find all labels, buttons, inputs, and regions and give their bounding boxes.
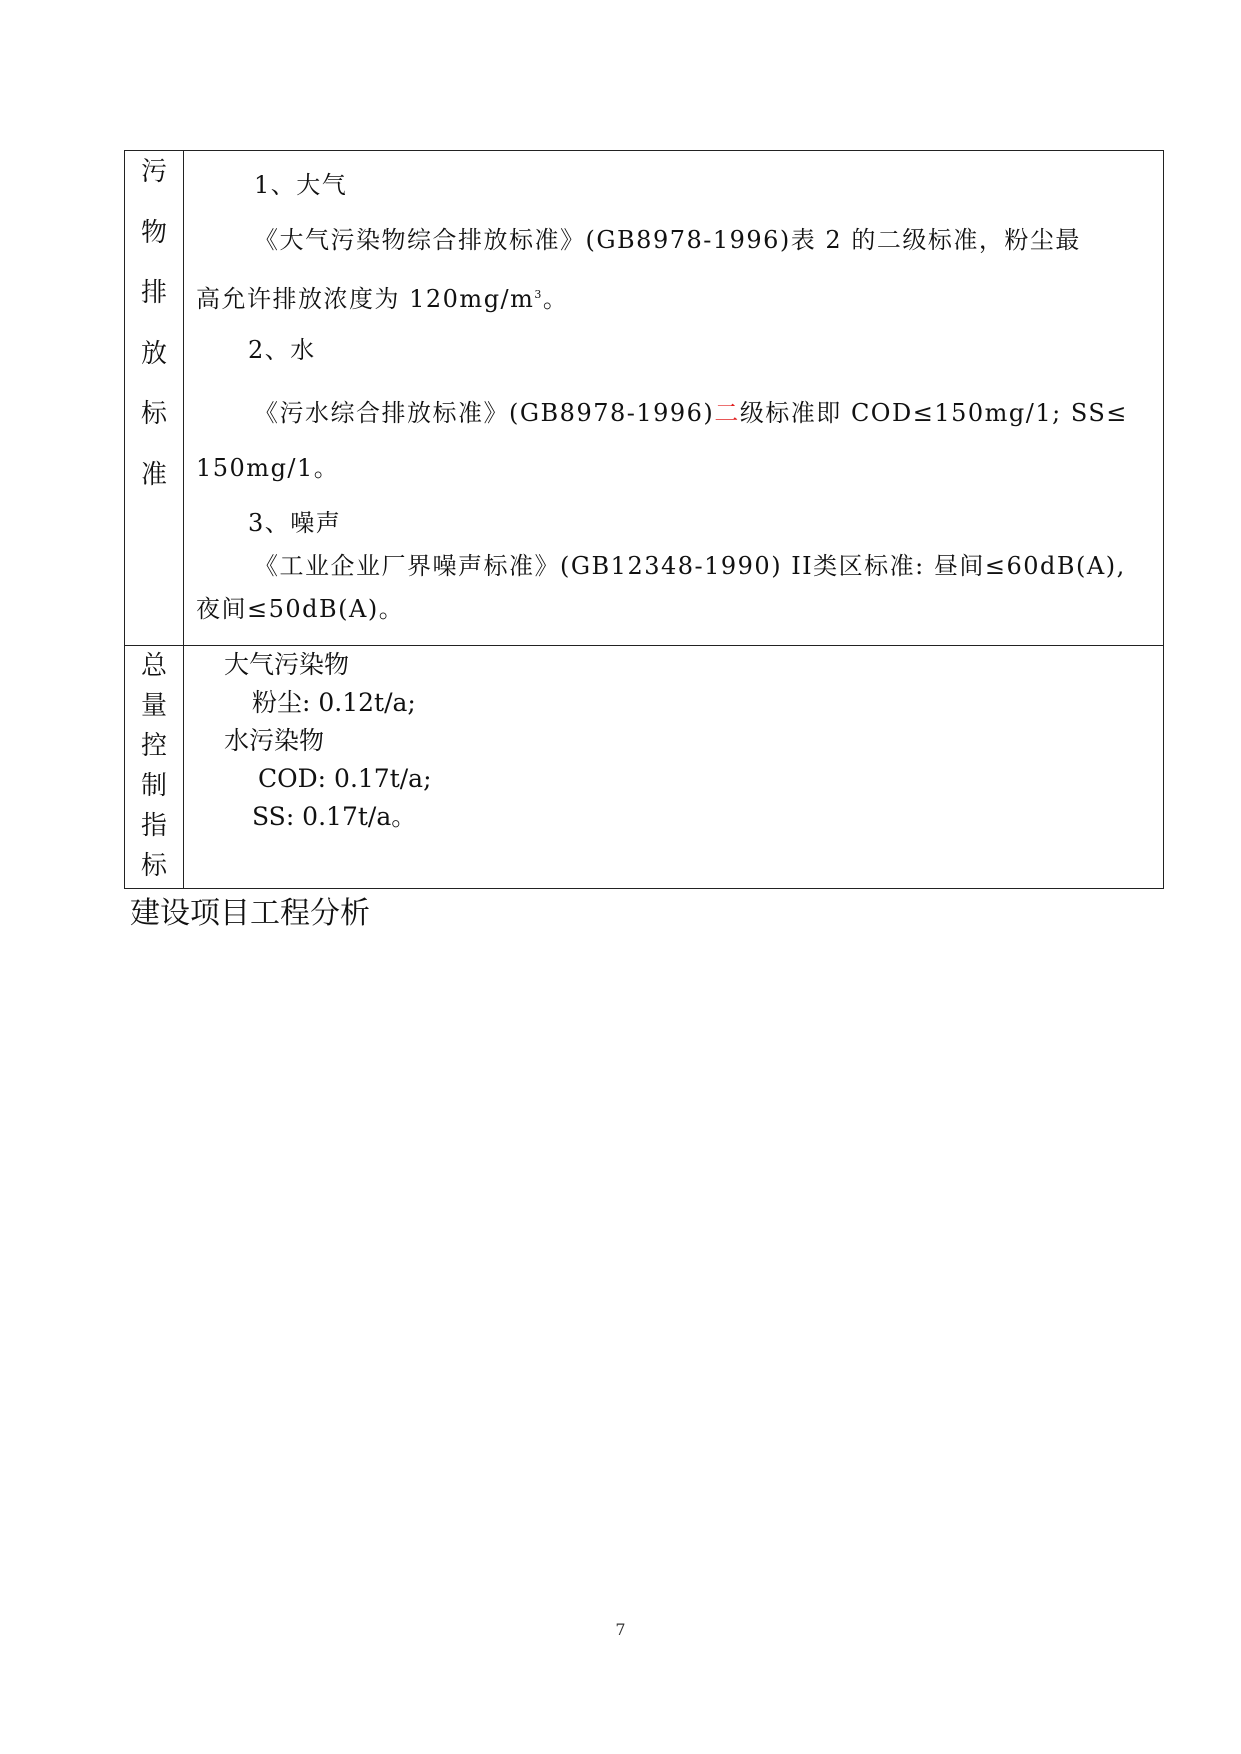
noise-standard-line-2: 夜间≤50dB(A)。 [196,595,405,623]
noise-heading: 3、噪声 [248,509,342,537]
noise-standard-line-1: 《工业企业厂界噪声标准》(GB12348-1990) II类区标准: 昼间≤60dB(A), [254,552,1126,580]
label-char: 排 [140,278,167,308]
cubic-superscript: 3 [534,288,543,301]
water-standard-highlight: 二 [714,399,740,427]
water-pollutants-heading: 水污染物 [224,726,325,755]
cod-quota: COD: 0.17t/a; [258,764,432,793]
label-char: 放 [140,338,167,369]
water-standard-line-1 [196,388,1151,448]
air-standard-end: 。 [542,285,569,313]
water-standard-post: 级标准即 COD≤150mg/1; SS≤ [739,399,1128,427]
water-standard-line-2: 150mg/1。 [196,454,340,482]
air-standard-line-1: 《大气污染物综合排放标准》(GB8978-1996)表 2 的二级标准，粉尘最 [254,226,1081,254]
standards-table [124,150,1164,889]
total-control-label [125,646,184,889]
page-number: 7 [615,1620,626,1639]
ss-quota: SS: 0.17t/a。 [252,802,417,831]
label-char: 量 [140,691,167,721]
dust-quota: 粉尘: 0.12t/a; [252,688,416,717]
water-heading: 2、水 [248,336,316,364]
total-control-content [184,646,1164,889]
label-char: 物 [140,217,167,248]
label-char: 标 [140,399,167,429]
water-standard-pre: 《污水综合排放标准》(GB8978-1996) [254,399,715,427]
label-char: 制 [140,771,167,801]
air-standard-text: 高允许排放浓度为 120mg/m [196,285,535,313]
air-pollutants-heading: 大气污染物 [224,650,350,679]
label-char: 准 [140,459,167,490]
label-char: 控 [140,731,167,761]
air-standard-line-2 [196,275,1151,330]
label-char: 总 [140,651,167,681]
total-control-row [125,646,1164,889]
air-heading: 1、大气 [254,171,348,199]
label-char: 指 [140,811,167,841]
section-title: 建设项目工程分析 [130,896,370,931]
emission-standards-row [125,151,1164,646]
label-char: 标 [140,851,167,881]
label-char: 污 [140,157,167,187]
emission-standards-label [125,151,184,646]
emission-standards-content [184,151,1164,646]
